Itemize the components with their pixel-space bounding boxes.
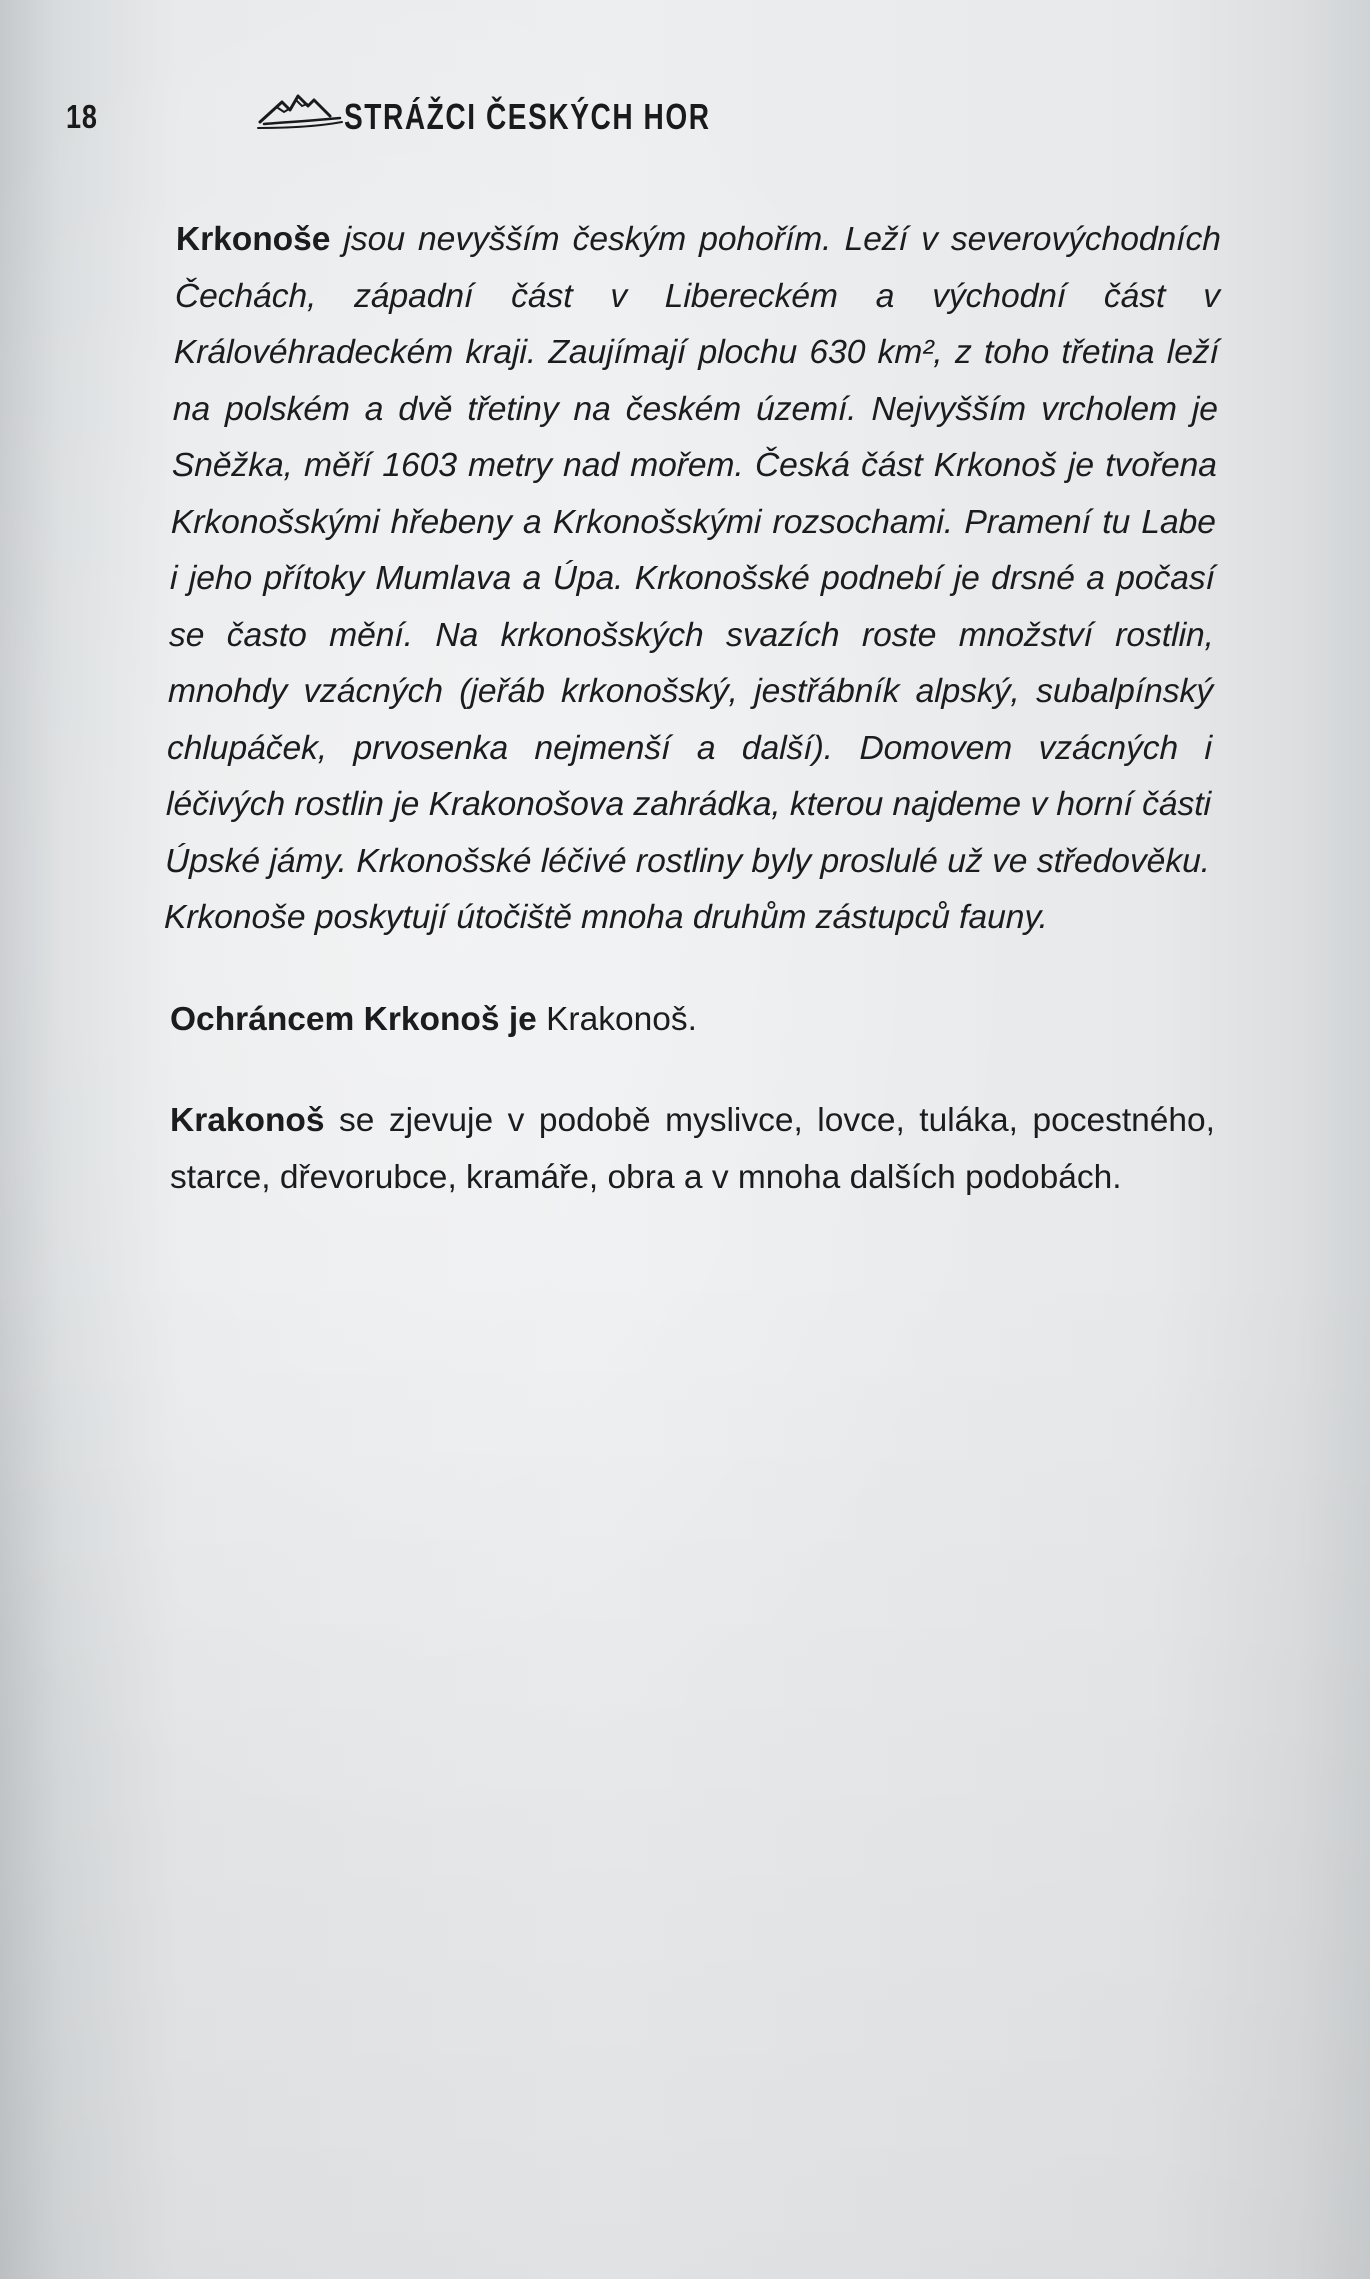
page-header	[66, 82, 711, 152]
page-number: 18	[66, 98, 98, 135]
paragraph-lead: Ochráncem Krkonoš je	[170, 1000, 537, 1038]
paragraph-guardian	[170, 992, 1215, 1049]
series-title: STRÁŽCI ČESKÝCH HOR	[344, 96, 711, 137]
paragraph-krakonos	[170, 1093, 1215, 1206]
page-content	[163, 212, 1222, 1206]
paragraph-krkonose	[164, 212, 1222, 947]
paragraph-body: Krakonoš.	[536, 1000, 697, 1038]
paragraph-lead: Krkonoše	[175, 221, 331, 258]
paragraph-body: jsou nevyšším českým pohořím. Leží v severovýchodních Čechách, západní část v Libereckém a východní část v Královéhradeckém kraji. Zaujímají plochu 630 km², z toho třetina leží na polském a dvě třetiny na českém území. Nejvyšším vrcholem je Sněžka, měří 1603 metry nad mořem. Česká část Krkonoš je tvořena Krkonošskými hřebeny a Krkonošskými rozsochami. Pramení tu Labe i jeho přítoky Mumlava a Úpa. Krkonošské podnebí je drsné a počasí se často mění. Na krkonošských svazích roste množství rostlin, mnohdy vzácných (jeřáb krkonošský, jestřábník alpský, subalpínský chlupáček, prvosenka nejmenší a další). Domovem vzácných i léčivých rostlin je Krakonošova zahrádka, kterou najdeme v horní části Úpské jámy. Krkonošské léčivé rostliny byly proslulé už ve středověku. Krkonoše poskytují útočiště mnoha druhům zástupců fauny.	[163, 221, 1222, 936]
paragraph-body: se zjevuje v podobě myslivce, lovce, tuláka, pocestného, starce, dřevorubce, kramáře, obra a v mnoha dalších podobách.	[170, 1102, 1215, 1196]
paragraph-lead: Krakonoš	[170, 1102, 325, 1139]
